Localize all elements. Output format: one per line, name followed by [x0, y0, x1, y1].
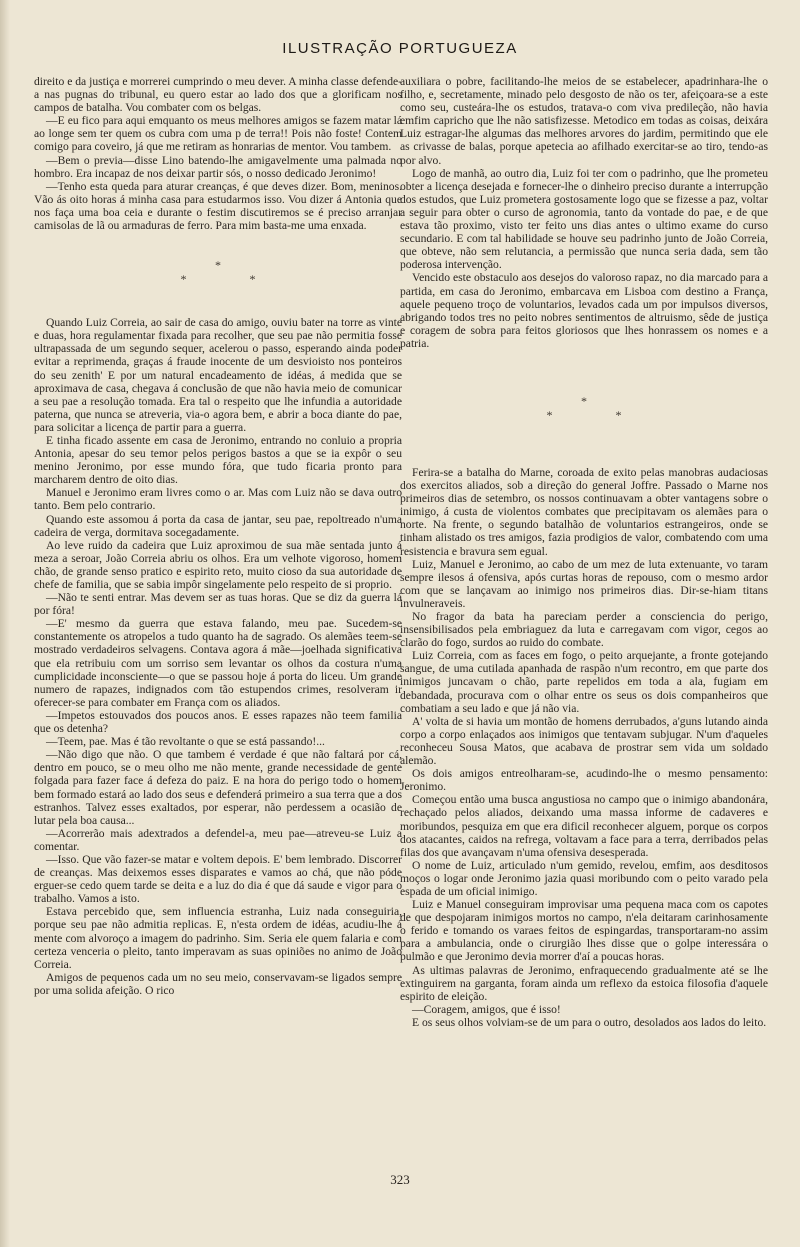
separator-star-top: * — [215, 258, 221, 273]
paragraph: —Não te senti entrar. Mas devem ser as tuas horas. Que se diz da guerra lá por fóra! — [34, 591, 402, 618]
paragraph: No fragor da bata ha pareciam perder a consciencia do perigo, insensibilisados pela embriaguez da luta e carregavam com vigor, cegos ao clarão do fogo, surdos ao ruido do combate. — [400, 610, 768, 650]
paragraph: E tinha ficado assente em casa de Jeronimo, entrando no conluio a propria Antonia, apesar do seu temor pelos perigos bastos a que se ia expôr o seu menino Jeronimo, por esse mundo fóra, que tudo ficaria pronto para marcharem dentro de oito dias. — [34, 433, 402, 487]
paragraph: O nome de Luiz, articulado n'um gemido, revelou, emfim, aos desditosos moços o logar onde Jeronimo jazia quasi moribundo com o peito varado pela espada de um oficial inimigo. — [400, 858, 768, 898]
paragraph: auxiliara o pobre, facilitando-lhe meios de se estabelecer, apadrinhara-lhe o filho, e, secretamente, minado pelo desgosto de não os ter, afeiçoara-se a este como seu, custeára-lhe os estudos, tratava-o com viva predileção, não havia emfim capricho que lhe não satisfizesse. Metodico em todas as coisas, deixára Luiz estragar-lhe algumas das melhores arvores do jardim, permitindo que ele as crivasse de balas, porque apetecia ao afilhado exercitar-se ao tiro, tendo-as por alvo. — [400, 75, 768, 167]
page-header: ILUSTRAÇÃO PORTUGUEZA — [282, 40, 518, 57]
right-column — [400, 75, 768, 1150]
paragraph: Começou então uma busca angustiosa no campo que o inimigo abandonára, rechaçado pelos aliados, deixando uma massa informe de cadaveres e moribundos, pesquiza em que era dificil reconhecer alguem, porque os corpos dos atacantes, caidos na refrega, voltavam a face para a terra, derribados pelas filas dos que avançavam n'uma ofensiva desesperada. — [400, 793, 768, 859]
separator-star-top: * — [581, 393, 587, 408]
page-spine — [0, 0, 10, 1247]
paragraph: —E' mesmo da guerra que estava falando, meu pae. Sucedem-se constantemente os atropelos a tudo quanto ha de sagrado. Os alemães teem-se mostrado verdadeiros selvagens. Contava agora á mãe—joelhada significativa que ela retribuiu com um sorriso sem levantar os olhos da costura n'uma cumplicidade inconsciente—o que se passou hoje á porta do liceu. Um grande numero de rapazes, indignados com tão estupendos crimes, resolveram ir oferecer-se para combater em França com os aliados. — [34, 617, 402, 709]
paragraph: Logo de manhã, ao outro dia, Luiz foi ter com o padrinho, que lhe prometeu obter a licença desejada e fornecer-lhe o dinheiro preciso durante a interrupção dos estudos, que Luiz prometera gostosamente logo que se fizesse a paz, voltar a seguir para obter o curso de agronomia, tanto da vontade do pae, e de que estava tão proximo, visto ter feito uns dias antes o ultimo exame do curso secundario. E com tal habilidade se houve seu padrinho junto de João Correia, que obteve, não sem relutancia, a permissão que nunca seria dada, sem tão poderosa intervenção. — [400, 166, 768, 272]
paragraph: A' volta de si havia um montão de homens derrubados, a'guns lutando ainda corpo a corpo enlaçados aos inimigos que tentavam subjugar. N'um d'aqueles reconheceu Sousa Matos, que acabava de prostrar sem vida um soldado alemão. — [400, 714, 768, 768]
paragraph: Estava percebido que, sem influencia estranha, Luiz nada conseguiria, porque seu pae não admitia replicas. E, n'esta ordem de idéas, acudiu-lhe á mente com alvoroço a imagem do padrinho. Sim. Seria ele quem falaria e com certeza venceria o pleito, tanto imperavam as suas opiniões no animo de João Correia. — [34, 905, 402, 971]
paragraph: Ferira-se a batalha do Marne, coroada de exito pelas manobras audaciosas dos exercitos aliados, sob a direção do general Joffre. Passado o Marne nos primeiros dias de setembro, os nossos continuavam a obter vantagens sobre o inimigo, á custa de violentos combates que precipitavam os alemães para o norte. Na frente, o segundo batalhão de voluntarios estrangeiros, onde se tinham alistado os tres amigos, fazia prodigios de valor, combatendo com uma resistencia e bravura sem egual. — [400, 465, 768, 558]
paragraph: Manuel e Jeronimo eram livres como o ar. Mas com Luiz não se dava outro tanto. Bem pelo contrario. — [34, 486, 402, 513]
paragraph: —Impetos estouvados dos poucos anos. E esses rapazes não teem familia que os detenha? — [34, 708, 402, 736]
paragraph: As ultimas palavras de Jeronimo, enfraquecendo gradualmente até se lhe extinguirem na garganta, foram ainda um reflexo da estoica filosofia d'aquele espirito de eleição. — [400, 963, 768, 1003]
left-column — [34, 75, 402, 1150]
right-block-2 — [400, 466, 768, 1029]
paragraph: direito e da justiça e morrerei cumprindo o meu dever. A minha classe defende-a nas pugnas do tribunal, eu quero estar ao lado dos que a glorificam nos campos de batalha. Vou combater com os belgas. — [34, 75, 402, 115]
paragraph: Luiz e Manuel conseguiram improvisar uma pequena maca com os capotes de que despojaram inimigos mortos no campo, n'ela deitaram carinhosamente o ferido e tomando os varaes feitos de espingardas, transportaram-no assim para a ambulancia, onde o cirurgião lhes disse que o golpe interessára o pulmão e que Jeronimo devia morrer d'aí a poucas horas. — [400, 898, 768, 964]
right-block-1 — [400, 75, 768, 350]
paragraph: Amigos de pequenos cada um no seu meio, conservavam-se ligados sempre por uma solida afeição. O rico — [34, 970, 402, 997]
paragraph: —Isso. Que vão fazer-se matar e voltem depois. E' bem lembrado. Discorrer de creanças. Mas deixemos esses disparates e vamos ao chá, que não póde erguer-se cedo quem tarde se deita e a luz do dia é que dá saude e vigor para o trabalho. Vamos a isto. — [34, 852, 402, 906]
paragraph: Os dois amigos entreolharam-se, acudindo-lhe o mesmo pensamento: Jeronimo. — [400, 767, 768, 794]
separator-stars-bottom: * * — [180, 272, 286, 287]
section-separator — [34, 258, 402, 286]
paragraph: —Não digo que não. O que tambem é verdade é que não faltará por cá, dentro em pouco, se o meu olho me não mente, grande necessidade de gente folgada para fazer face á defeza do paiz. E na hora do perigo todo o homem bem formado estará ao lado dos seus e defenderá primeiro a sua terra que a dos estranhos. Talvez esses exaltados, por esperar, não perdessem a ocasião de lutar pela boa causa... — [34, 748, 402, 827]
left-block-2 — [34, 316, 402, 997]
section-separator — [400, 394, 768, 422]
paragraph: —Coragem, amigos, que é isso! — [412, 1002, 561, 1016]
paragraph: —Teem, pae. Mas é tão revoltante o que se está passando!... — [46, 735, 325, 749]
left-block-1 — [34, 75, 402, 232]
paragraph: Vencido este obstaculo aos desejos do valoroso rapaz, no dia marcado para a partida, em casa do Jeronimo, embarcava em Lisboa com destino a França, aquele pequeno troço de voluntarios, levados cada um por impulsos diversos, abrigando todos tres no peito nobres sentimentos de altruismo, sêde de justiça e coragem de sobra para feitos gloriosos que lhes honrassem os nomes e a patria. — [400, 271, 768, 350]
page-number: 323 — [390, 1172, 410, 1187]
separator-stars-bottom: * * — [546, 407, 652, 422]
paragraph: Luiz, Manuel e Jeronimo, ao cabo de um mez de luta extenuante, vo taram sempre ilesos á ofensiva, após curtas horas de repouso, com o mesmo ardor com que se lançavam ao inimigo nos primeiros dias. Dir-se-hiam titans invulneraveis. — [400, 557, 768, 610]
paragraph: —Bem o previa—disse Lino batendo-lhe amigavelmente uma palmada no hombro. Era incapaz de nos deixar partir sós, o nosso dedicado Jeronimo! — [34, 153, 402, 180]
paragraph: Luiz Correia, com as faces em fogo, o peito arquejante, a fronte gotejando sangue, de uma cutilada apanhada de raspão n'um recontro, em que parte dos inimigos juncavam o chão, parte repelidos em toda a ala, fugiam em debandada, procurava com o olhar entre os seus os dois companheiros que combatiam a seu lado e que já não via. — [400, 649, 768, 715]
paragraph: Ao leve ruido da cadeira que Luiz aproximou de sua mãe sentada junto á meza a seroar, João Correia abriu os olhos. Era um velhote vigoroso, homem chão, de grande senso pratico e espirito reto, muito cioso da sua autoridade de chefe de familia, que se sabia impôr singelamente pelo respeito de si proprio. — [34, 538, 402, 591]
paragraph: Quando este assomou á porta da casa de jantar, seu pae, repoltreado n'uma cadeira de verga, dormitava socegadamente. — [34, 512, 402, 539]
paragraph: —Tenho esta queda para aturar creanças, é que deves dizer. Bom, meninos. Vão ás oito horas á minha casa para estudarmos isso. Vou dizer á Antonia que nos faça uma boa ceia e durante o festim discutiremos se é preciso arranjar camisolas de lã ou armaduras de ferro. Para mim basta-me uma enxada. — [34, 179, 402, 233]
paragraph: —E eu fico para aqui emquanto os meus melhores amigos se fazem matar lá ao longe sem ter quem os cubra com uma p de terra!! Pois não foste! Contem comigo para coveiro, já que me retiram as honrarias de mentor. Vou tambem. — [34, 114, 402, 154]
paragraph: Quando Luiz Correia, ao sair de casa do amigo, ouviu bater na torre as vinte e duas, hora regulamentar fixada para recolher, que seu pae não permitia fosse ultrapassada de um segundo sequer, acelerou o passo, esperando ainda poder evitar a reprimenda, graças á fraude inocente de um desvioisto nos ponteiros do seu zenith' E por um natural encadeamento de idéas, á medida que se aproximava de casa, chegava á conclusão de que não havia meio de comunicar a seu pae a resolução tomada. Era tal o respeito que lhe infundia a autoridade paterna, que nunca se atreveria, via-o agora bem, e abrir a boca diante do pae, para solicitar a licença de partir para a guerra. — [34, 316, 402, 434]
paragraph: E os seus olhos volviam-se de um para o outro, desolados aos lados do leito. — [412, 1015, 767, 1029]
paragraph: —Acorrerão mais adextrados a defendel-a, meu pae—atreveu-se Luiz a comentar. — [34, 826, 402, 853]
